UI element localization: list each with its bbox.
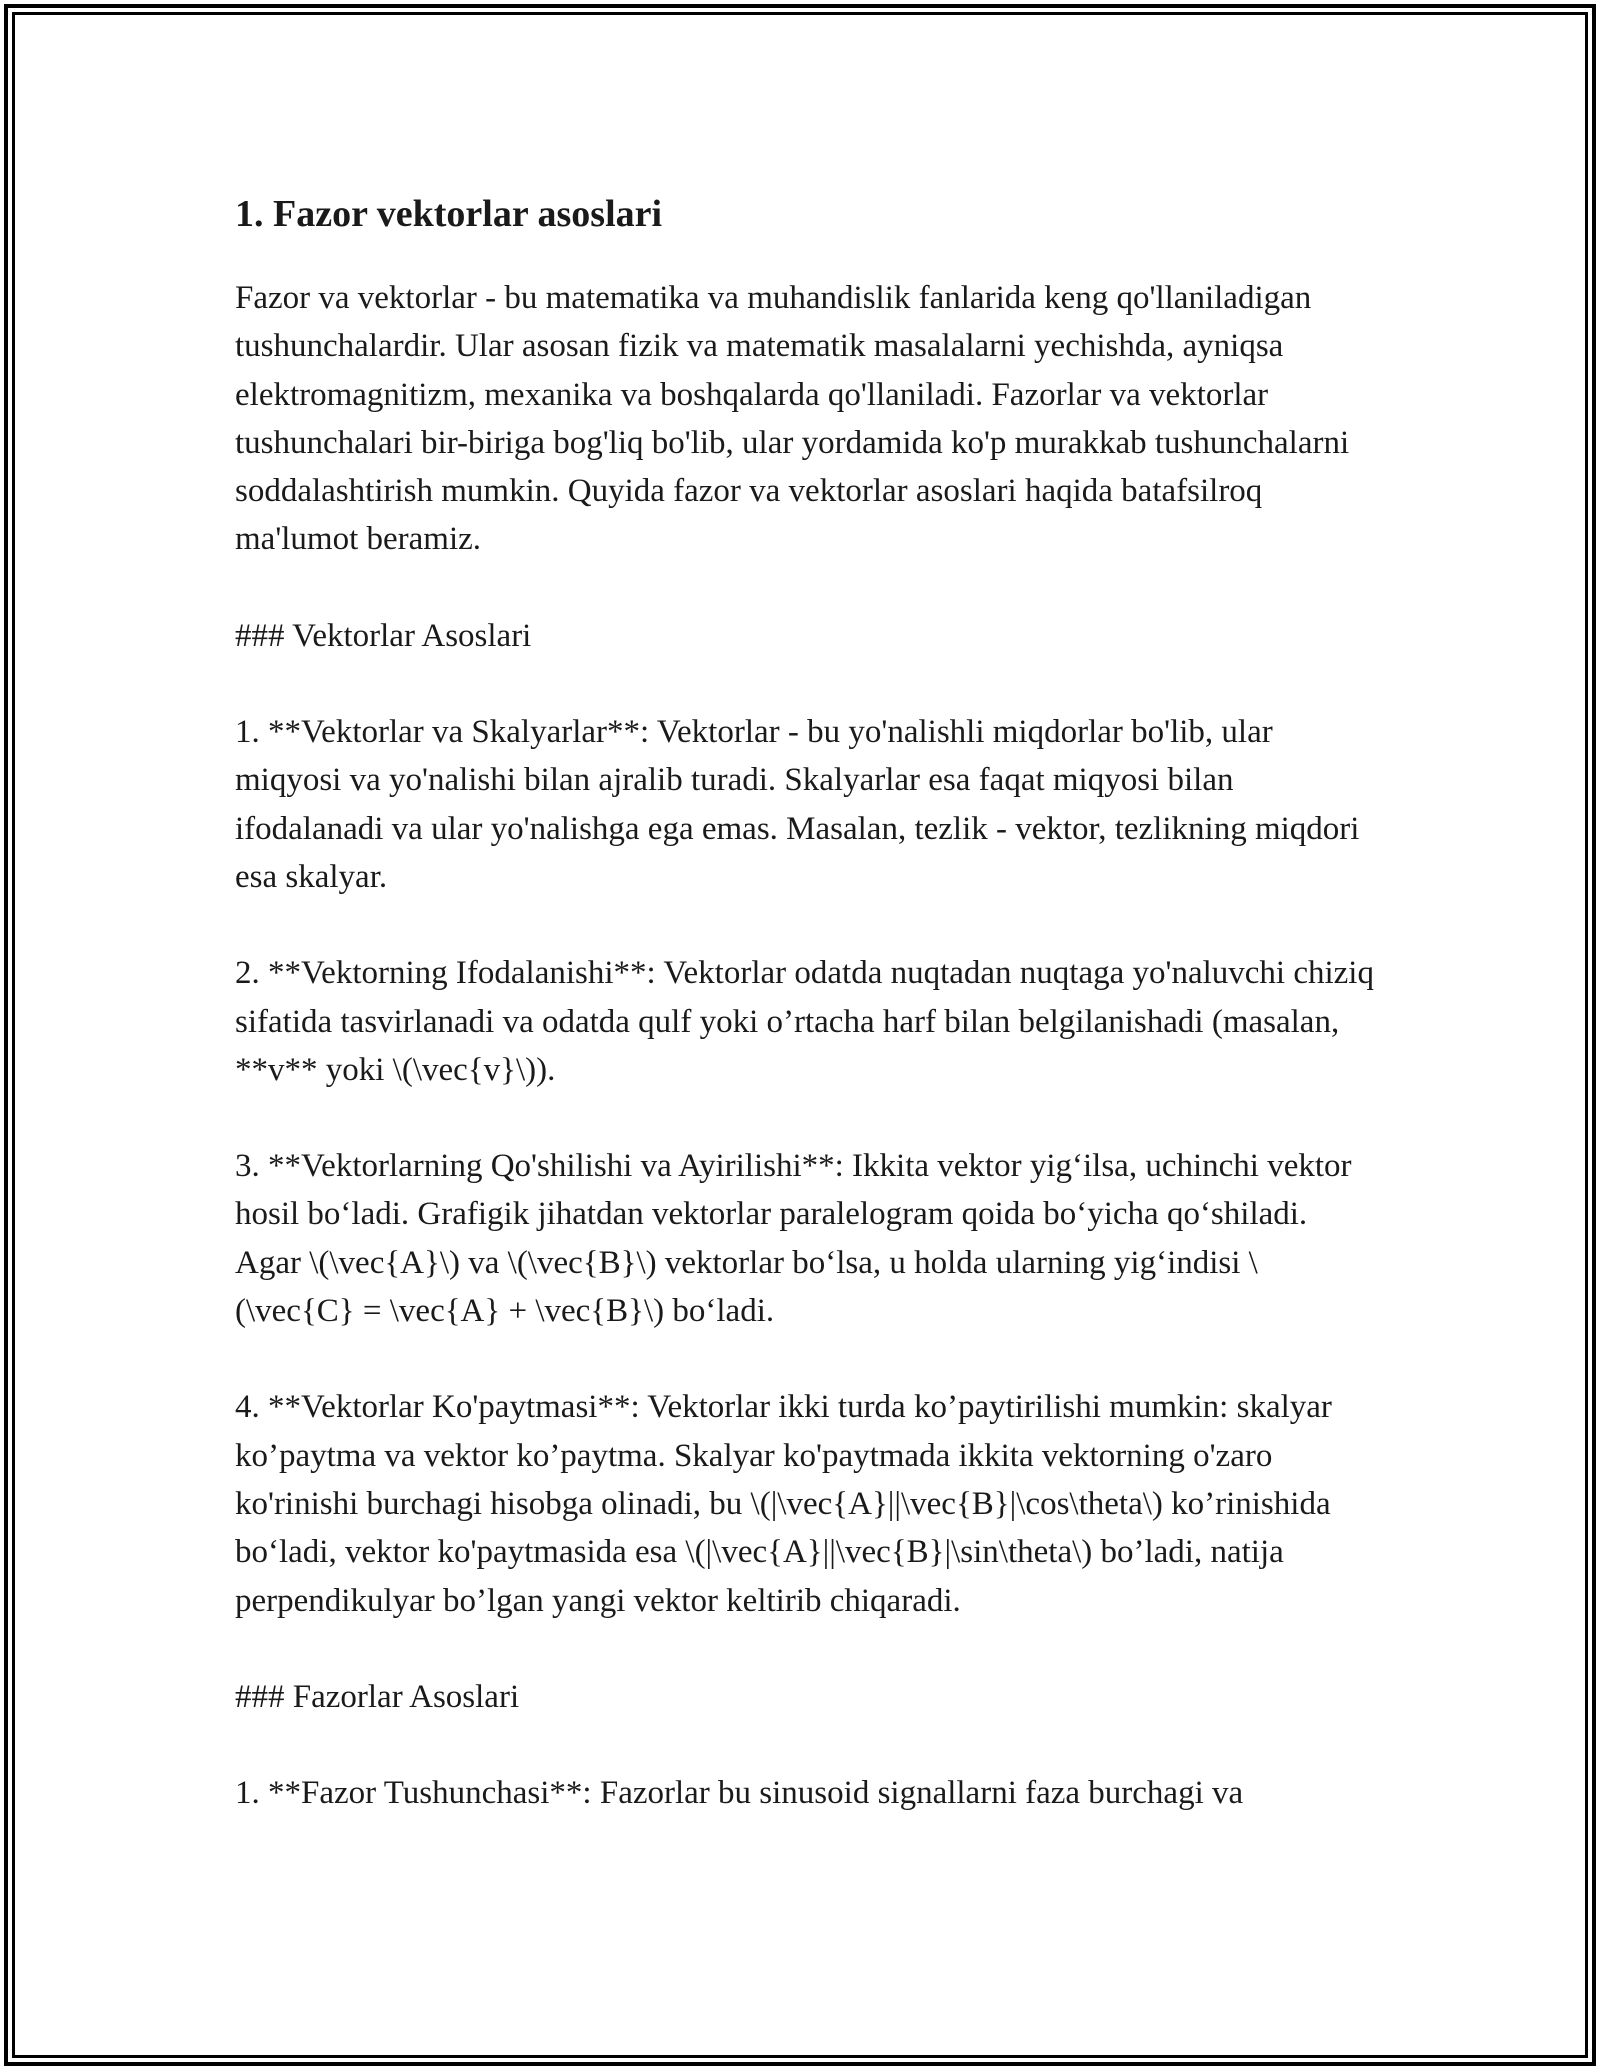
list-item-vector-addition: 3. **Vektorlarning Qo'shilishi va Ayirilishi**: Ikkita vektor yig‘ilsa, uchinchi vektor hosil bo‘ladi. Grafigik jihatdan vektorlar paralelogram qoida bo‘yicha qo‘shiladi. Agar \(\vec{A}\) va \(\vec{B}\) vektorlar bo‘lsa, u holda ularning yig‘indisi \(\vec{C} = \vec{A} + \vec{B}\) bo‘ladi. [235, 1148, 1352, 1330]
document-body [235, 184, 1375, 1865]
list-item-vector-product: 4. **Vektorlar Ko'paytmasi**: Vektorlar ikki turda ko’paytirilishi mumkin: skalyar ko’paytma va vektor ko’paytma. Skalyar ko'paytmada ikkita vektorning o'zaro ko'rinishi burchagi hisobga olinadi, bu \(|\vec{A}||\vec{B}|\cos\theta\) ko’rinishida bo‘ladi, vektor ko'paytmasida esa \(|\vec{A}||\vec{B}|\sin\theta\) bo’ladi, natija perpendikulyar bo’lgan yangi vektor keltirib chiqaradi. [235, 1389, 1332, 1619]
intro-paragraph: Fazor va vektorlar - bu matematika va muhandislik fanlarida keng qo'llaniladigan tushunchalardir. Ular asosan fizik va matematik masalalarni yechishda, ayniqsa elektromagnitizm, mexanika va boshqalarda qo'llaniladi. Fazorlar va vektorlar tushunchalari bir-biriga bog'liq bo'lib, ular yordamida ko'p murakkab tushunchalarni soddalashtirish mumkin. Quyida fazor va vektorlar asoslari haqida batafsilroq ma'lumot beramiz. [235, 280, 1350, 558]
list-item-phasor-concept: 1. **Fazor Tushunchasi**: Fazorlar bu sinusoid signallarni faza burchagi va [235, 1775, 1244, 1812]
list-item-vector-notation: 2. **Vektorning Ifodalanishi**: Vektorlar odatda nuqtadan nuqtaga yo'naluvchi chiziq sifatida tasvirlanadi va odatda qulf yoki o’rtacha harf bilan belgilanishadi (masalan, **v** yoki \(\vec{v}\)). [235, 955, 1374, 1088]
section-heading-vectors: ### Vektorlar Asoslari [235, 617, 532, 654]
section-heading-phasors: ### Fazorlar Asoslari [235, 1678, 520, 1715]
list-item-vectors-scalars: 1. **Vektorlar va Skalyarlar**: Vektorlar - bu yo'nalishli miqdorlar bo'lib, ular miqyosi va yo'nalishi bilan ajralib turadi. Skalyarlar esa faqat miqyosi bilan ifodalanadi va ular yo'nalishga ega emas. Masalan, tezlik - vektor, tezlikning miqdori esa skalyar. [235, 714, 1360, 895]
document-title: 1. Fazor vektorlar asoslari [235, 193, 663, 235]
